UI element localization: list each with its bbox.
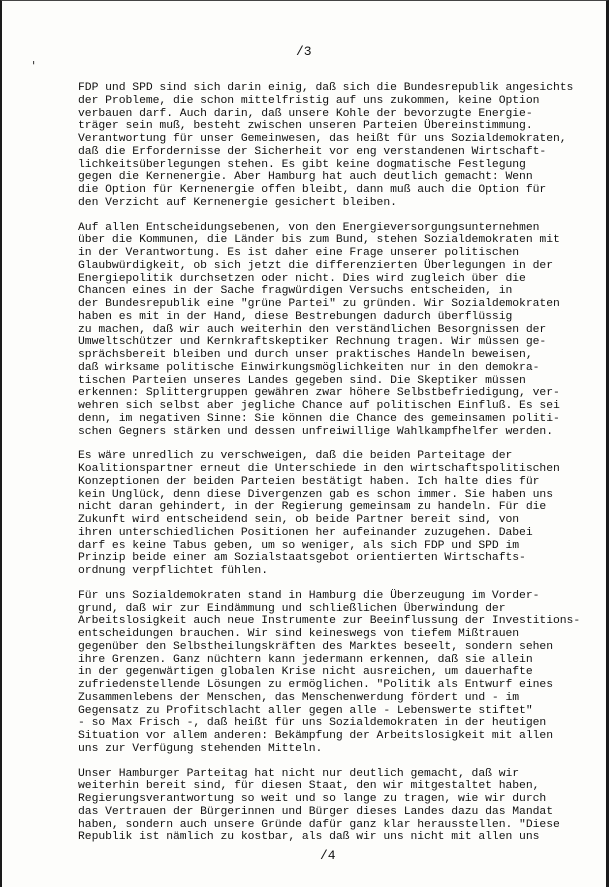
paragraph: [78, 82, 606, 210]
text-line: darf es keine Tabus geben, um so weniger, als sich FDP und SPD im: [78, 539, 520, 552]
text-line: ordnung verpflichtet fühlen.: [78, 565, 268, 577]
text-line: - so Max Frisch -, daß heißt für uns Sozialdemokraten in der heutigen: [78, 717, 547, 730]
text-line: Situation vor allem anderen: Bekämpfung der Arbeitslosigkeit mit allen: [78, 730, 553, 742]
text-line: sprächsbereit bleiben und durch unser praktisches Handeln beweisen,: [78, 349, 533, 361]
text-line: Verantwortung für unser Gemeinwesen, das heißt für uns Sozialdemokraten,: [78, 133, 567, 145]
text-line: Energiepolitik durchsetzen oder nicht. Dies wird zugleich über die: [78, 272, 526, 285]
paragraph: [78, 768, 606, 845]
text-line: zufriedenstellende Lösungen zu ermöglichen. "Politik als Entwurf eines: [78, 679, 553, 691]
text-line: grund, daß wir zur Eindämmung und schließlichen Überwindung der: [78, 602, 506, 615]
text-line: entscheidungen brauchen. Wir sind keineswegs von tiefem Mißtrauen: [78, 628, 520, 640]
text-line: das Vertrauen der Bürgerinnen und Bürger dieses Landes dazu das Mandat: [78, 805, 553, 818]
text-line: Arbeitslosigkeit auch neue Instrumente zur Beeinflussung der Investitions-: [78, 615, 581, 628]
text-line: daß wirksame politische Einwirkungsmöglichkeiten nur in den demokra-: [78, 361, 540, 374]
text-line: uns zur Verfügung stehenden Mitteln.: [78, 742, 323, 755]
text-line: Zusammenlebens der Menschen, das Menschenwerdung fördert und - im: [78, 691, 520, 704]
text-line: Chancen eines in der Sache fragwürdigen Versuchs entscheiden, in: [78, 285, 513, 298]
text-line: in der gegenwärtigen globalen Krise nicht ausreichen, um dauerhafte: [78, 666, 533, 679]
text-line: ihre Grenzen. Ganz nüchtern kann jedermann erkennen, daß sie allein: [78, 653, 533, 666]
text-line: über die Kommunen, die Länder bis zum Bund, stehen Sozialdemokraten mit: [78, 234, 560, 247]
text-line: nicht daran gehindert, in der Regierung gemeinsam zu handeln. Für die: [78, 501, 547, 514]
text-line: lichkeitsüberlegungen stehen. Es gibt keine dogmatische Festlegung: [78, 158, 526, 171]
text-line: der Probleme, die schon mittelfristig auf uns zukommen, keine Option: [78, 94, 540, 107]
text-line: die Option für Kernenergie offen bleibt, dann muß auch die Option für: [78, 184, 547, 196]
text-line: ihren unterschiedlichen Positionen her aufeinander zuzugehen. Dabei: [78, 526, 533, 539]
text-line: träger sein muß, besteht zwischen unseren Parteien Übereinstimmung.: [78, 120, 533, 133]
text-line: Für uns Sozialdemokraten stand in Hamburg die Überzeugung im Vorder-: [78, 589, 540, 602]
text-line: weiterhin bereit sind, für diesen Staat, den wir mitgestaltet haben,: [78, 780, 540, 793]
text-line: Konzeptionen der beiden Parteien bestätigt haben. Ich halte dies für: [78, 475, 540, 488]
page-number-bottom: /4: [320, 848, 336, 863]
text-line: den Verzicht auf Kernenergie gesichert bleiben.: [78, 196, 397, 209]
text-line: wehren sich selbst aber jegliche Chance auf politischen Einfluß. Es sei: [78, 400, 560, 412]
paragraph: [78, 222, 606, 439]
text-line: in der Verantwortung. Es ist daher eine Frage unserer politischen: [78, 247, 520, 259]
text-line: Es wäre unredlich zu verschweigen, daß die beiden Parteitage der: [78, 450, 513, 463]
text-line: haben, sondern auch unsere Gründe dafür ganz klar herausstellen. "Diese: [78, 818, 560, 831]
text-line: Umweltschützer und Kernkraftskeptiker Rechnung tragen. Wir müssen ge-: [78, 336, 547, 349]
text-line: Glaubwürdigkeit, ob sich jetzt die differenzierten Überlegungen in der: [78, 259, 553, 272]
text-line: daß die Erfordernisse der Sicherheit vor eng verstandenen Wirtschaft-: [78, 145, 547, 158]
page-number-top: /3: [296, 44, 312, 59]
text-line: Prinzip beide einer am Sozialstaatsgebot orientierten Wirtschafts-: [78, 552, 526, 565]
text-line: tischen Parteien unseres Landes gegeben sind. Die Skeptiker müssen: [78, 374, 526, 387]
text-line: der Bundesrepublik eine "grüne Partei" zu gründen. Wir Sozialdemokraten: [78, 298, 560, 310]
text-line: denn, im negativen Sinne: Sie können die Chance des gemeinsamen politi-: [78, 412, 560, 425]
text-line: Regierungsverantwortung so weit und so lange zu tragen, wie wir durch: [78, 793, 547, 805]
text-line: Zukunft wird entscheidend sein, ob beide Partner bereit sind, von: [78, 514, 520, 526]
text-line: FDP und SPD sind sich darin einig, daß sich die Bundesrepublik angesichts: [78, 82, 574, 94]
text-line: gegen die Kernenergie. Aber Hamburg hat auch deutlich gemacht: Wenn: [78, 171, 533, 184]
text-line: Unser Hamburger Parteitag hat nicht nur deutlich gemacht, daß wir: [78, 767, 520, 780]
document-body: [78, 82, 606, 856]
stray-mark: ': [32, 59, 36, 73]
paragraph: [78, 590, 606, 756]
text-line: verbauen darf. Auch darin, daß unsere Kohle der bevorzugte Energie-: [78, 107, 533, 120]
text-line: Gegensatz zu Profitschlacht aller gegen alle - Lebenswerte stiftet": [78, 704, 533, 717]
text-line: Republik ist nämlich zu kostbar, als daß wir uns nicht mit allen uns: [78, 831, 540, 844]
text-line: gegenüber den Selbstheilungskräften des Marktes beseelt, sondern sehen: [78, 640, 553, 653]
text-line: Koalitionspartner erneut die Unterschiede in den wirtschaftspolitischen: [78, 463, 560, 475]
text-line: Auf allen Entscheidungsebenen, von den Energieversorgungsunternehmen: [78, 221, 540, 234]
text-line: erkennen: Splittergruppen gewähren zwar höhere Selbstbefriedigung, ver-: [78, 387, 560, 400]
text-line: kein Unglück, denn diese Divergenzen gab es schon immer. Sie haben uns: [78, 488, 553, 501]
text-line: schen Gegners stärken und dessen unfreiwillige Wahlkampfhelfer werden.: [78, 425, 553, 438]
paragraph: [78, 450, 606, 578]
text-line: haben es mit in der Hand, diese Bestrebungen dadurch überflüssig: [78, 310, 513, 323]
text-line: zu machen, daß wir auch weiterhin den verständlichen Besorgnissen der: [78, 323, 547, 336]
